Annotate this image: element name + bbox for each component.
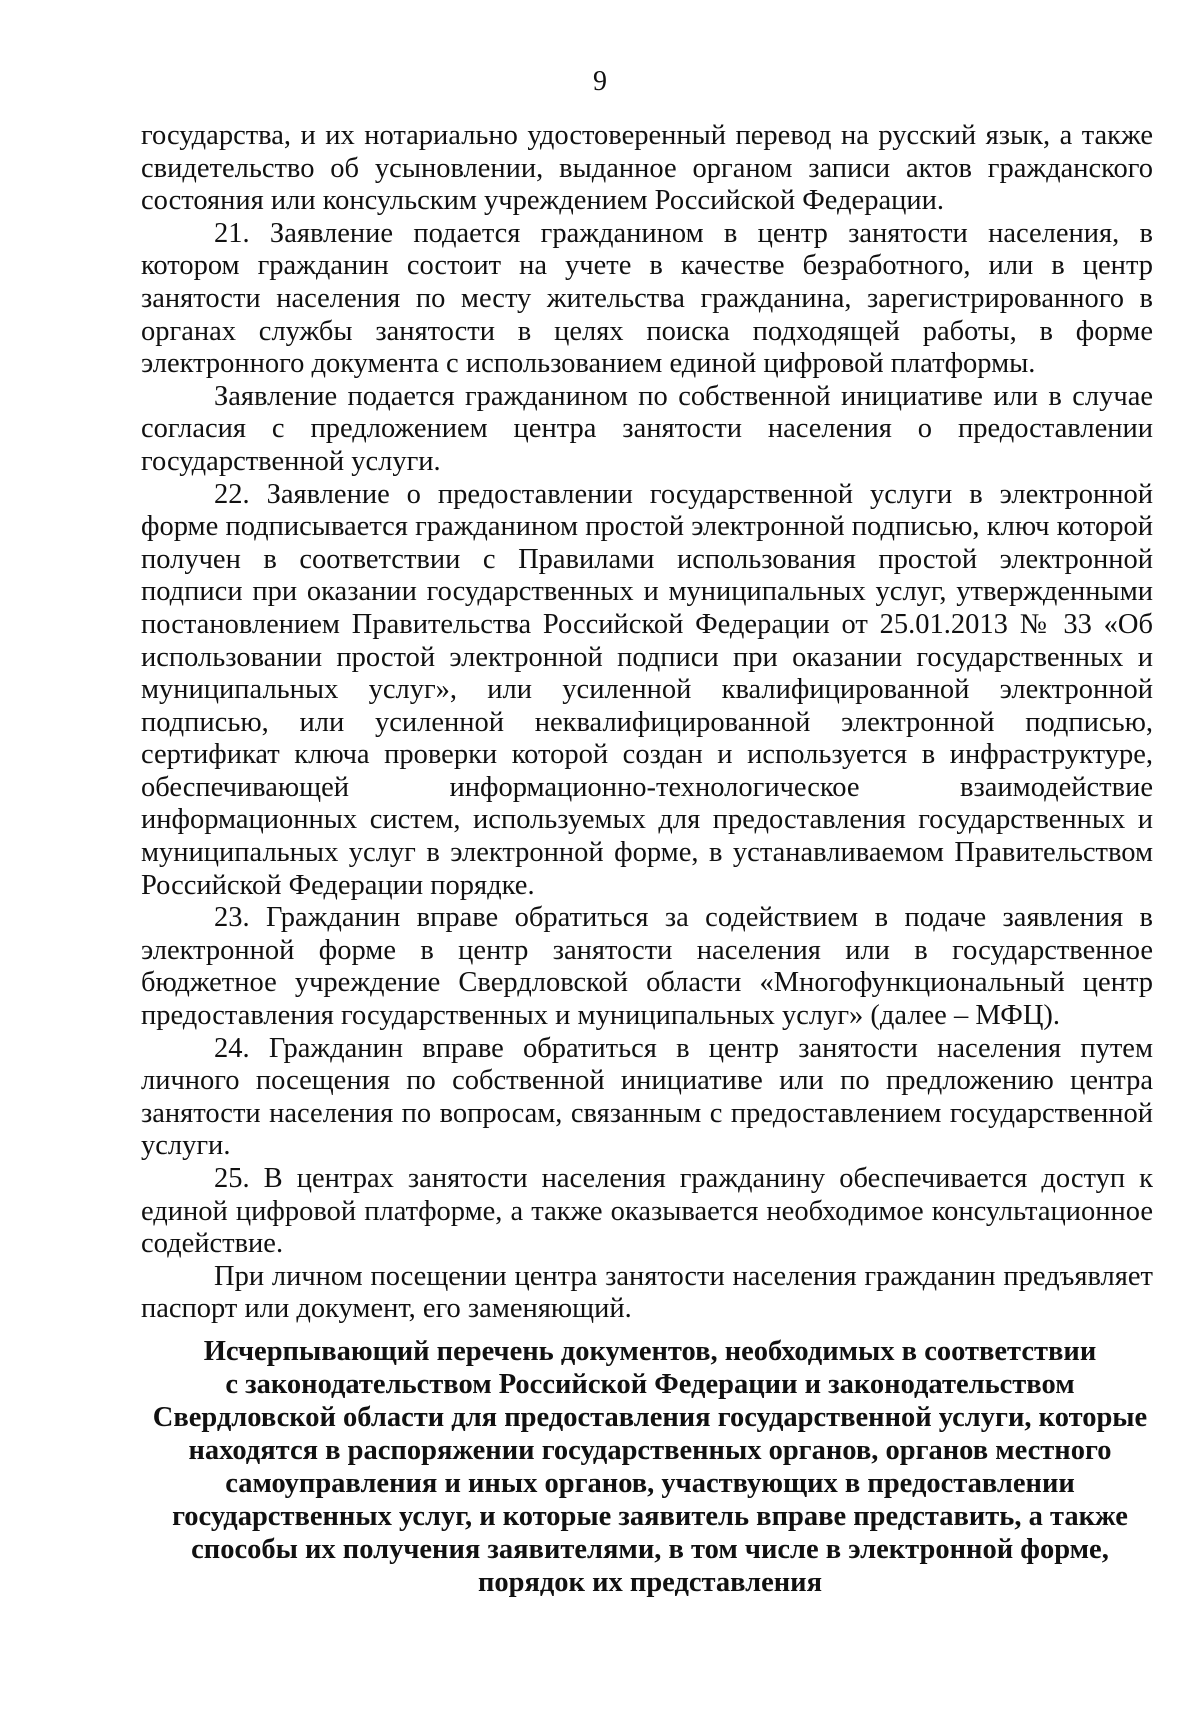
paragraph-25-personal-visit: При личном посещении центра занятости населения гражданин предъявляет паспорт или документ, его заменяющий. [141,1260,1153,1325]
section-heading [130,1335,1170,1599]
page-number: 9 [593,66,607,97]
paragraph-21: 21. Заявление подается гражданином в центр занятости населения, в котором гражданин состоит на учете в качестве безработного, или в центр занятости населения по месту жительства гражданина, зарегистрированного в органах службы занятости в целях поиска подходящей работы, в форме электронного документа с использованием единой цифровой платформы. [141,217,1153,380]
heading-line: с законодательством Российской Федерации и законодательством [225,1369,1075,1400]
heading-line: самоуправления и иных органов, участвующих в предоставлении [225,1468,1075,1499]
heading-line: порядок их представления [477,1567,823,1598]
paragraph-24: 24. Гражданин вправе обратиться в центр занятости населения путем личного посещения по собственной инициативе или по предложению центра занятости населения по вопросам, связанным с предоставлением государственной услуги. [141,1032,1153,1162]
heading-line: находятся в распоряжении государственных органов, органов местного [188,1435,1112,1466]
paragraph-25: 25. В центрах занятости населения гражданину обеспечивается доступ к единой цифровой платформе, а также оказывается необходимое консультационное содействие. [141,1163,1153,1260]
paragraph-continuation: государства, и их нотариально удостоверенный перевод на русский язык, а также свидетельство об усыновлении, выданное органом записи актов гражданского состояния или консульским учреждением Российской Федерации. [141,120,1153,217]
paragraph-21-initiative: Заявление подается гражданином по собственной инициативе или в случае согласия с предложением центра занятости населения о предоставлении государственной услуги. [141,380,1153,477]
heading-line: Исчерпывающий перечень документов, необходимых в соответствии [203,1336,1097,1367]
heading-line: способы их получения заявителями, в том числе в электронной форме, [191,1534,1109,1565]
paragraph-22: 22. Заявление о предоставлении государственной услуги в электронной форме подписывается гражданином простой электронной подписью, ключ которой получен в соответствии с Правилами использования простой электронной подписи при оказании государственных и муниципальных услуг, утвержденными постановлением Правительства Российской Федерации от 25.01.2013 № 33 «Об использовании простой электронной подписи при оказании государственных и муниципальных услуг», или усиленной квалифицированной электронной подписью, или усиленной неквалифицированной электронной подписью, сертификат ключа проверки которой создан и используется в инфраструктуре, обеспечивающей информационно-технологическое взаимодействие информационных систем, используемых для предоставления государственных и муниципальных услуг в электронной форме, в устанавливаемом Правительством Российской Федерации порядке. [141,478,1153,901]
paragraph-23: 23. Гражданин вправе обратиться за содействием в подаче заявления в электронной форме в центр занятости населения или в государственное бюджетное учреждение Свердловской области «Многофункциональный центр предоставления государственных и муниципальных услуг» (далее – МФЦ). [141,902,1153,1032]
document-body [141,120,1153,1326]
heading-line: государственных услуг, и которые заявитель вправе представить, а также [172,1501,1128,1532]
heading-line: Свердловской области для предоставления государственной услуги, которые [152,1402,1148,1433]
